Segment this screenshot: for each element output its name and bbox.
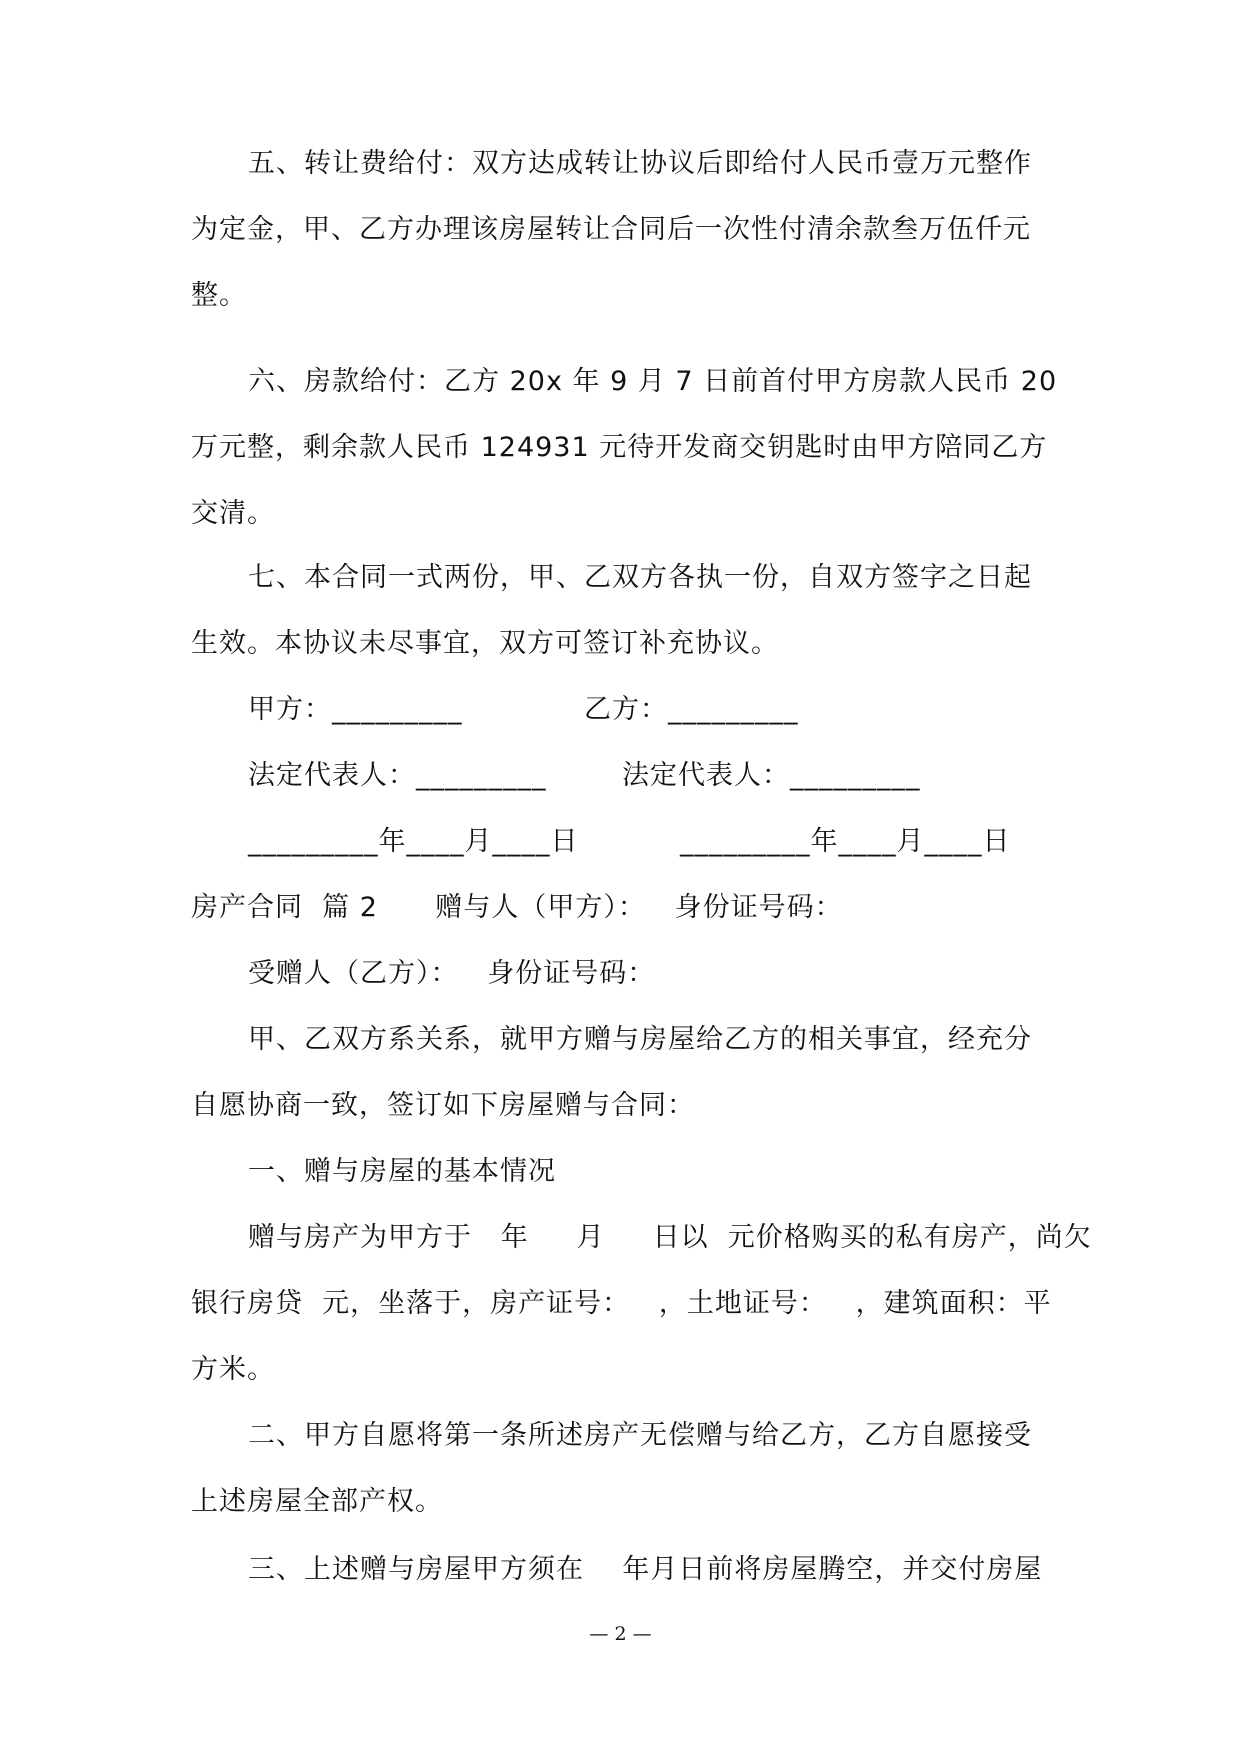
paragraph-line: 甲、乙双方系关系，就甲方赠与房屋给乙方的相关事宜，经充分 [248,1024,1032,1055]
paragraph-line: 自愿协商一致，签订如下房屋赠与合同： [191,1090,695,1121]
paragraph-line: 整。 [191,280,247,311]
paragraph-line: 七、本合同一式两份，甲、乙双方各执一份，自双方签字之日起 [248,562,1032,593]
paragraph-line: 房产合同 篇 2 赠与人（甲方）： 身份证号码： [191,892,843,923]
page-number: — 2 — [589,1623,652,1645]
party-a-signature-field: 甲方：_________ [248,694,463,725]
paragraph-line: 上述房屋全部产权。 [191,1486,443,1517]
paragraph-line: 六、房款给付：乙方 20x 年 9 月 7 日前首付甲方房款人民币 20 [248,366,1058,397]
party-b-representative-field: 法定代表人：_________ [622,760,921,791]
paragraph-line: 受赠人（乙方）： 身份证号码： [248,958,656,989]
paragraph-line: 二、甲方自愿将第一条所述房产无偿赠与给乙方，乙方自愿接受 [248,1420,1032,1451]
paragraph-line: 万元整，剩余款人民币 124931 元待开发商交钥匙时由甲方陪同乙方 [191,432,1048,463]
paragraph-line: 生效。本协议未尽事宜，双方可签订补充协议。 [191,628,779,659]
section-heading: 一、赠与房屋的基本情况 [248,1156,556,1187]
paragraph-line: 五、转让费给付：双方达成转让协议后即给付人民币壹万元整作 [248,148,1032,179]
party-b-date-field: _________年____月____日 [680,826,1011,857]
paragraph-line: 赠与房产为甲方于 年 月 日以 元价格购买的私有房产，尚欠 [248,1222,1092,1253]
party-a-date-field: _________年____月____日 [248,826,579,857]
paragraph-line: 三、上述赠与房屋甲方须在 年月日前将房屋腾空，并交付房屋 [248,1554,1043,1585]
paragraph-line: 交清。 [191,498,275,529]
paragraph-line: 银行房贷 元，坐落于，房产证号： ，土地证号： ，建筑面积：平 [191,1288,1052,1319]
party-a-representative-field: 法定代表人：_________ [248,760,547,791]
party-b-signature-field: 乙方：_________ [584,694,799,725]
paragraph-line: 方米。 [191,1354,275,1385]
paragraph-line: 为定金，甲、乙方办理该房屋转让合同后一次性付清余款叁万伍仟元 [191,214,1031,245]
